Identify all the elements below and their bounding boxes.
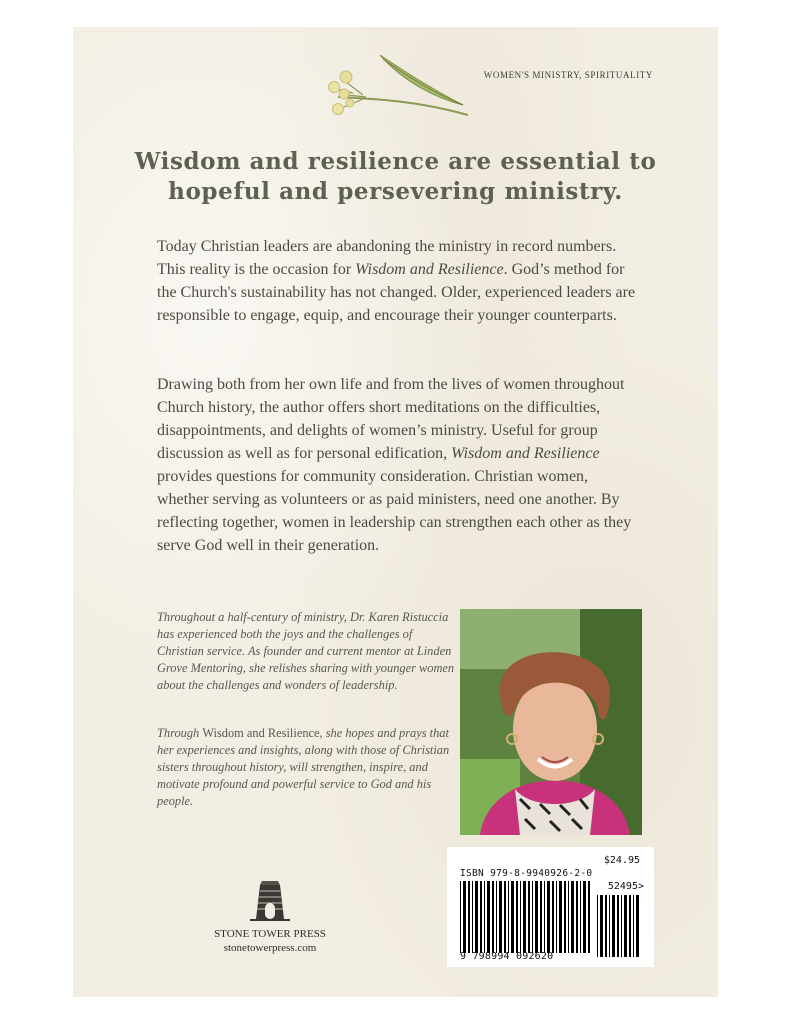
barcode-stripe: [484, 881, 485, 953]
book-title: Wisdom and Resilience: [355, 261, 504, 278]
barcode-stripe: [508, 881, 509, 953]
barcode-stripe: [617, 895, 619, 957]
stone-tower-logo-icon: [248, 879, 292, 921]
publisher-info: [180, 927, 360, 955]
barcode-stripe: [460, 881, 461, 953]
barcode-addon-bars: [597, 895, 639, 957]
barcode-stripe: [552, 881, 554, 953]
barcode-stripe: [492, 881, 494, 953]
paragraph-text: . God’s method for the Church's sustainability has not changed. Older, experienced leaders are responsible to engage, equip, and encourage their younger counterparts.: [157, 261, 636, 324]
barcode-stripe: [588, 881, 590, 953]
barcode-stripe: [499, 881, 502, 953]
barcode-stripe: [624, 895, 627, 957]
book-title: Wisdom and Resilience: [451, 445, 600, 462]
barcode-stripe: [532, 881, 533, 953]
isbn-barcode-box: [447, 847, 654, 967]
barcode-stripe: [612, 895, 615, 957]
isbn-label: ISBN 979-8-9940926-2-0: [460, 868, 593, 879]
barcode-stripe: [547, 881, 550, 953]
barcode-stripe: [504, 881, 506, 953]
barcode-stripe: [523, 881, 526, 953]
flower-sprig-icon: [308, 47, 508, 127]
barcode-stripe: [540, 881, 542, 953]
barcode-stripe: [605, 895, 607, 957]
barcode-stripe: [472, 881, 473, 953]
barcode-digits: 9 798994 092620: [460, 951, 554, 962]
barcode-stripe: [511, 881, 514, 953]
book-title: Wisdom and Resilience: [202, 726, 320, 740]
barcode-stripe: [609, 895, 610, 957]
barcode-stripe: [629, 895, 631, 957]
paragraph-text: Drawing both from her own life and from the lives of women throughout Church history, the author offers short meditations on the difficulties, disappointments, and delights of women’s ministry. Useful for group discussion as well as for personal edification,: [157, 376, 625, 462]
barcode-stripe: [496, 881, 497, 953]
barcode-stripe: [633, 895, 634, 957]
author-bio-1: Throughout a half-century of ministry, Dr. Karen Ristuccia has experienced both the joys and the challenges of Christian service. As founder and current mentor at Linden Grove Mentoring, she relishes sharing with younger women about the challenges and wonders of leadership.: [157, 610, 455, 692]
barcode-stripe: [564, 881, 566, 953]
barcode-stripe: [480, 881, 482, 953]
paragraph-text: Today Christian leaders are abandoning the ministry in record numbers. This reality is the occasion for: [157, 238, 617, 278]
genre-label: WOMEN'S MINISTRY, SPIRITUALITY: [483, 70, 653, 80]
barcode-stripe: [516, 881, 518, 953]
barcode-stripe: [580, 881, 581, 953]
headline: [133, 147, 658, 207]
author-photo: [460, 609, 642, 835]
barcode-stripe: [544, 881, 545, 953]
barcode-stripe: [571, 881, 574, 953]
barcode-stripe: [520, 881, 521, 953]
price-label: $24.95: [603, 855, 640, 866]
price-addon-label: 52495>: [607, 881, 644, 892]
publisher-name: STONE TOWER PRESS: [214, 928, 326, 940]
barcode-stripe: [583, 881, 586, 953]
barcode-stripe: [597, 895, 598, 957]
barcode-stripe: [576, 881, 578, 953]
author-bio-2: [157, 725, 457, 810]
barcode-stripe: [559, 881, 562, 953]
description-paragraph-1: [157, 235, 637, 327]
back-cover: [73, 27, 718, 997]
barcode-stripe: [463, 881, 466, 953]
publisher-url: stonetowerpress.com: [223, 942, 317, 954]
barcode-bars: [460, 881, 590, 953]
barcode-stripe: [535, 881, 538, 953]
barcode-stripe: [528, 881, 530, 953]
bio-text: , she hopes and prays that her experiences and insights, along with those of Christian sisters throughout history, will strengthen, inspire, and motivate profound and powerful service to God and his people.: [157, 726, 450, 808]
barcode-stripe: [600, 895, 603, 957]
barcode-stripe: [621, 895, 622, 957]
barcode-stripe: [487, 881, 490, 953]
barcode-stripe: [636, 895, 639, 957]
barcode-stripe: [556, 881, 557, 953]
paragraph-text: provides questions for community consideration. Christian women, whether serving as volunteers or as paid ministers, need one another. By reflecting together, women in leadership can strengthen each other as they serve God well in their generation.: [157, 468, 632, 554]
description-paragraph-2: [157, 373, 637, 557]
barcode-stripe: [568, 881, 569, 953]
headline-line-2: hopeful and persevering ministry.: [168, 178, 623, 205]
headline-line-1: Wisdom and resilience are essential to: [134, 148, 657, 175]
barcode-stripe: [475, 881, 478, 953]
bio-text: Through: [157, 726, 203, 740]
barcode-stripe: [468, 881, 470, 953]
